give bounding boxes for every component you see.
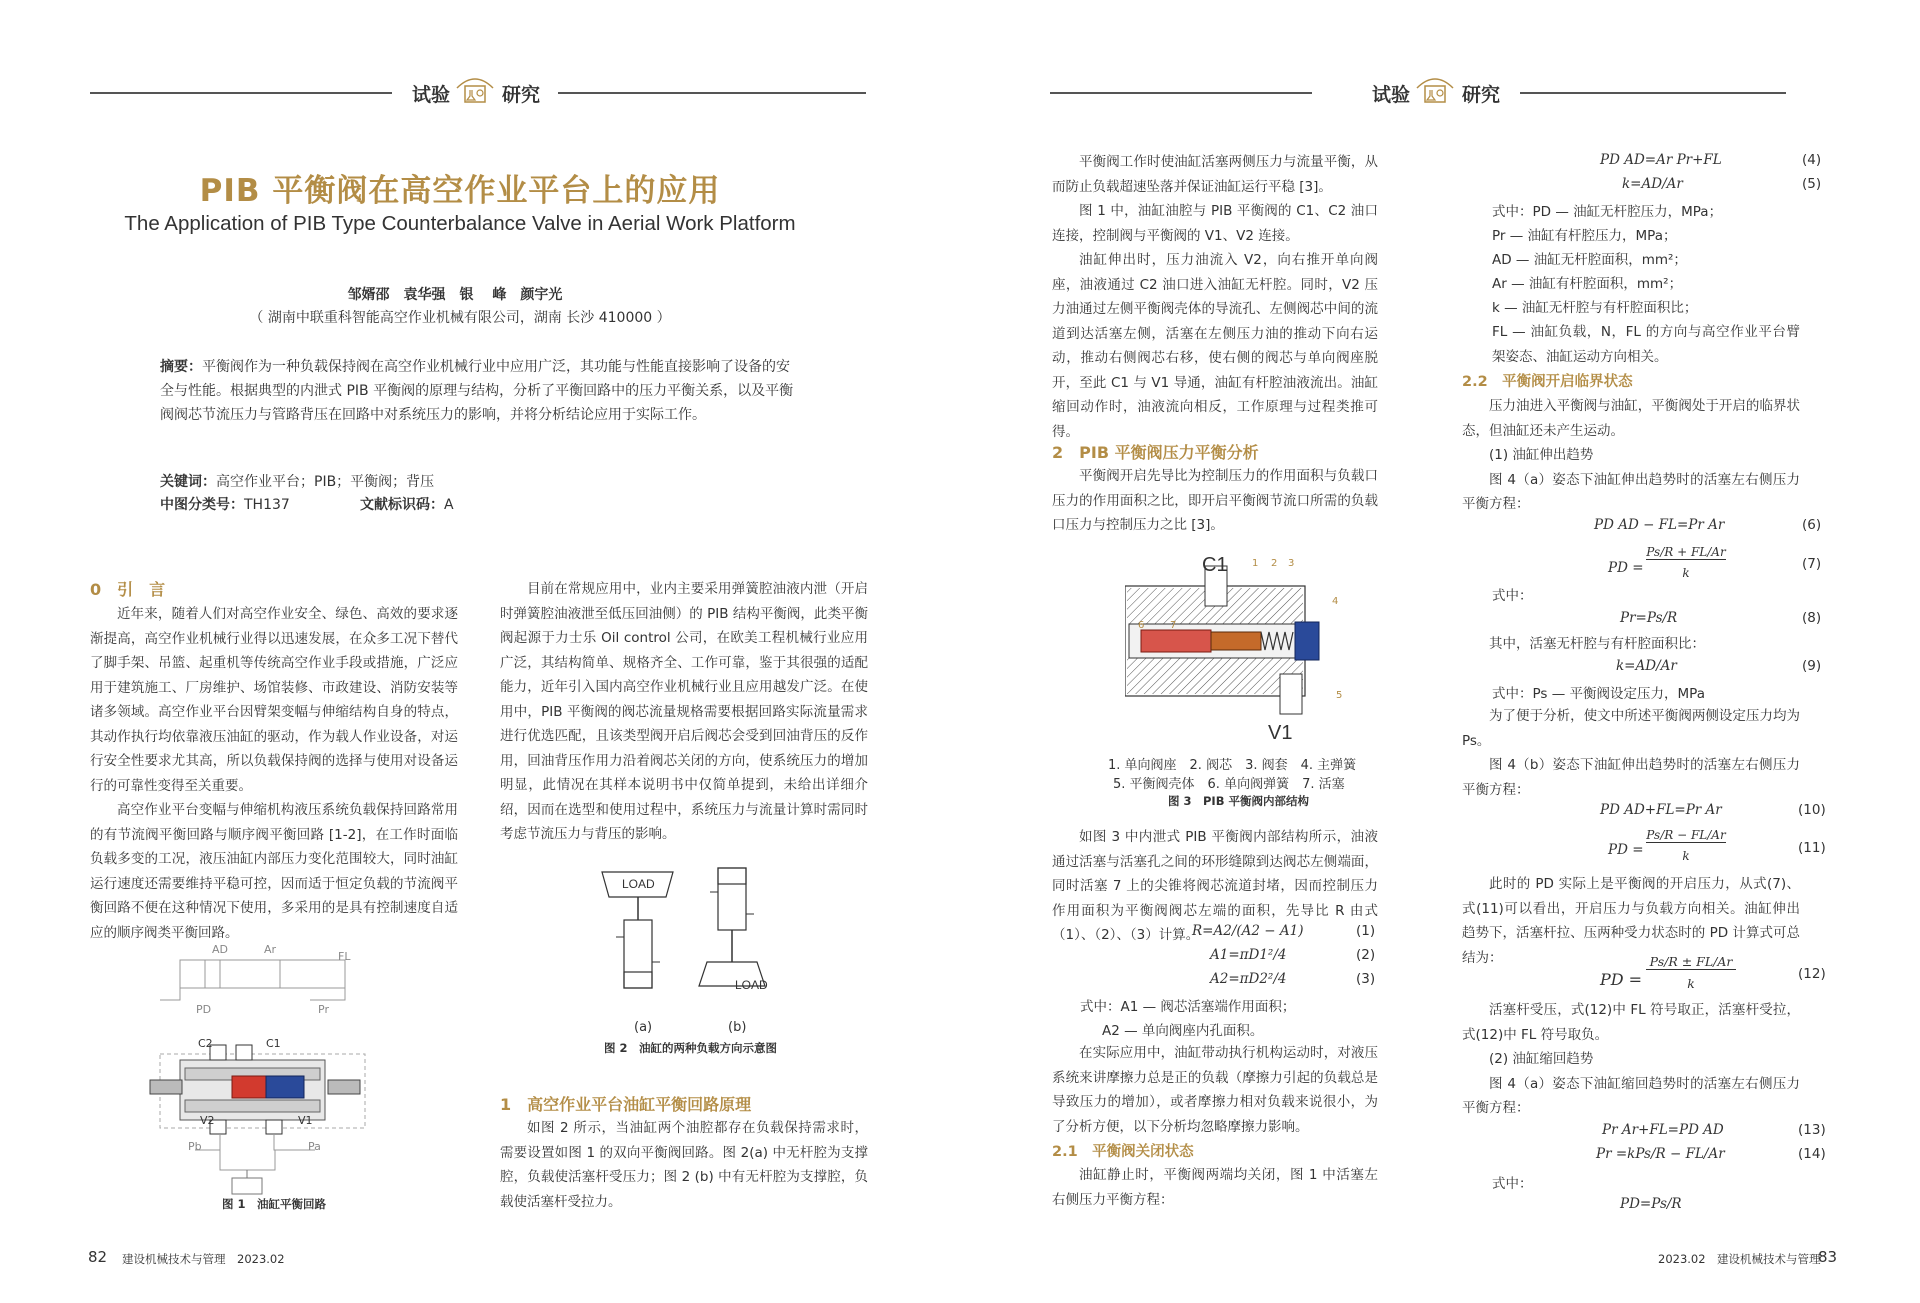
paragraph: 高空作业平台变幅与伸缩机构液压系统负载保持回路常用的有节流阀平衡回路与顺序阀平衡回路 [1-2]，在工作时面临负载多变的工况，液压油缸内部压力变化范围较大，同时油缸运行速度还需要维持平稳可控，因而适于恒定负载的节流阀平衡回路不便在这种情况下使用，多采用的是具有控制速度自适应的顺序阀类平衡回路。 [90,802,458,941]
page-number-left: 82 [88,1248,108,1266]
equation-12-lhs: PD = [1600,970,1643,989]
column-2-body [500,577,868,847]
paragraph: 平衡阀开启先导比为控制压力的作用面积与负载口压力的作用面积之比，即开启平衡阀节流口所需的负载口压力与控制压力之比 [3]。 [1052,468,1378,533]
equation-9-number: (9) [1802,658,1822,674]
fig1-label-pb: Pb [188,1140,202,1153]
fig3-label-v1: V1 [1268,722,1293,744]
equation-11-numerator: Ps/R − FL/Ar [1646,828,1726,842]
fig3-label-c1: C1 [1202,554,1228,576]
abstract-label: 摘要： [160,359,202,375]
doc-label: 文献标识码： [360,497,444,513]
section-2-1-heading: 2.1 平衡阀关闭状态 [1052,1144,1194,1160]
keywords [160,471,434,491]
equation-5-number: (5) [1802,176,1822,192]
figure-3-legend-2: 5. 平衡阀壳体 6. 单向阀弹簧 7. 活塞 [1113,777,1345,792]
fig1-label-fl: FL [338,950,351,963]
equation-7-denominator: k [1682,566,1690,580]
paragraph: FL — 油缸负载，N，FL 的方向与高空作业平台臂架姿态、油缸运动方向相关。 [1492,324,1800,365]
paragraph: 图 4（b）姿态下油缸伸出趋势时的活塞左右侧压力平衡方程： [1462,757,1800,798]
equation-11-lhs: PD = [1608,842,1644,858]
paragraph: (2) 油缸缩回趋势 [1489,1051,1594,1067]
header-rule-right [558,92,866,94]
section-2-1-body [1052,1163,1378,1212]
fig3-callout: 1 [1252,558,1259,569]
equation-13-number: (13) [1798,1122,1826,1138]
section-2-2-body-4 [1462,872,1800,970]
paragraph: 在实际应用中，油缸带动执行机构运动时，对液压系统来讲摩擦力总是正的负载（摩擦力引起的负载总是导致压力的增加），或者摩擦力相对负载来说很小，为了分析方便，以下分析均忽略摩擦力影响。 [1052,1045,1378,1135]
equation-9: k=AD/Ar [1616,658,1677,674]
paragraph: 如图 3 中内泄式 PIB 平衡阀内部结构所示，油液通过活塞与活塞孔之间的环形缝隙到达阀芯左侧端面，同时活塞 7 上的尖锥将阀芯流道封堵，因而控制压力作用面积为平衡阀阀芯左端的面积，先导比 R 由式（1）、（2）、（3）计算。 [1052,829,1378,943]
fig1-label-pa: Pa [308,1140,321,1153]
where-14: 式中： [1492,1176,1533,1192]
figure-3-caption: 图 3 PIB 平衡阀内部结构 [1168,794,1309,808]
equation-12-denominator: k [1687,976,1695,991]
section-1-heading: 1 高空作业平台油缸平衡回路原理 [500,1095,752,1114]
equation-8-number: (8) [1802,610,1822,626]
fig3-callout: 6 [1138,620,1145,631]
right-page [960,0,1920,1303]
where-a1: 式中：A1 — 阀芯活塞端作用面积； [1080,999,1296,1015]
section-0-heading: 0 引 言 [90,580,166,599]
fig3-callout: 2 [1271,558,1278,569]
figure-3-legend-1: 1. 单向阀座 2. 阀芯 3. 阀套 4. 主弹簧 [1108,758,1357,773]
doc-value: A [444,497,454,513]
clc-number [160,494,290,514]
lab-icon [455,72,495,106]
footer-journal-left: 建设机械技术与管理 2023.02 [122,1252,285,1266]
paragraph: 油缸静止时，平衡阀两端均关闭，图 1 中活塞左右侧压力平衡方程： [1052,1167,1378,1208]
figure-1-circuit [140,940,380,1205]
fig1-label-pd: PD [196,1003,212,1016]
paragraph: 平衡阀工作时使油缸活塞两侧压力与流量平衡，从而防止负载超速坠落并保证油缸运行平稳 [3]。 [1052,154,1378,195]
page-number-right: 83 [1818,1248,1838,1266]
equation-3: A2=πD2²/4 [1210,971,1287,987]
fig3-callout: 5 [1336,690,1343,701]
fig3-callout: 7 [1170,620,1177,631]
equation-14-number: (14) [1798,1146,1826,1162]
equation-7-lhs: PD = [1608,560,1644,576]
header-rule-right [1520,92,1786,94]
abstract [160,355,800,427]
equation-12-numerator: Ps/R ± FL/Ar [1646,954,1736,970]
authors: 邹婿邵 袁华强 银 峰 颜宇光 [347,287,563,303]
paragraph: 如图 2 所示，当油缸两个油腔都存在负载保持需求时，需要设置如图 1 的双向平衡阀回路。图 2(a) 中无杆腔为支撑腔，负载使活塞杆受压力；图 2 (b) 中有无杆腔为支撑腔，负载使活塞杆受拉力。 [500,1120,868,1210]
clc-label: 中图分类号： [160,497,244,513]
section-2-heading: 2 PIB 平衡阀压力平衡分析 [1052,443,1259,462]
section-1-body [500,1116,868,1214]
where-7: 式中： [1492,588,1533,604]
section-2-2-body-2 [1462,632,1800,657]
fig2-load-b: LOAD [735,978,768,992]
header-label-left: 试验 [1372,84,1411,106]
equation-1: R=A2/(A2 − A1) [1192,923,1304,939]
paragraph: 目前在常规应用中，业内主要采用弹簧腔油液内泄（开启时弹簧腔油液泄至低压回油侧）的 PIB 结构平衡阀，此类平衡阀起源于力士乐 Oil control 公司，在欧美工程机械行业应用广泛，其结构简单、规格齐全、工作可靠，鉴于其很强的适配能力，近年引入国内高空作业机械行业且应用越发广泛。在使用中，PIB 平衡阀的阀芯流量规格需要根据回路实际流量需求进行优选匹配，且该类型阀开启后阀芯会受到回油背压的反作用，回油背压作用力沿着阀芯关闭的方向，使系统压力的增加明显，此情况在其样本说明书中仅简单提到，未给出详细介绍，因而在选型和使用过程中，系统压力与流量计算时需同时考虑节流压力与背压的影响。 [500,581,868,842]
paragraph: 其中，活塞无杆腔与有杆腔面积比： [1489,636,1705,652]
equation-2-number: (2) [1356,947,1376,963]
abstract-text: 平衡阀作为一种负载保持阀在高空作业机械行业中应用广泛，其功能与性能直接影响了设备的安全与性能。根据典型的内泄式 PIB 平衡阀的原理与结构，分析了平衡回路中的压力平衡关系，以及平衡阀阀芯节流压力与管路背压在回路中对系统压力的影响，并将分析结论应用于实际工作。 [160,359,794,423]
fig1-label-v2: V2 [200,1114,215,1127]
equation-1-number: (1) [1356,923,1376,939]
paragraph: 油缸伸出时，压力油流入 V2，向右推开单向阀座，油液通过 C2 油口进入油缸无杆腔。同时，V2 压力油通过左侧平衡阀壳体的导流孔、左侧阀芯中间的流道到达活塞左侧，活塞在左侧压力油的推动下向右运动，推动右侧阀芯右移，使右侧的阀芯与单向阀座脱开，至此 C1 与 V1 导通，油缸有杆腔油液流出。油缸缩回动作时，油液流向相反，工作原理与过程类推可得。 [1052,252,1378,440]
clc-value: TH137 [244,497,290,513]
equation-13: Pr Ar+FL=PD AD [1602,1122,1724,1138]
section-0-body [90,602,458,945]
paper-title-zh: PIB 平衡阀在高空作业平台上的应用 [199,173,721,209]
keywords-text: 高空作业平台；PIB；平衡阀；背压 [216,474,435,490]
section-2-2-body-3 [1462,704,1800,802]
paragraph: 图 4（a）姿态下油缸伸出趋势时的活塞左右侧压力平衡方程： [1462,471,1800,512]
fig1-label-ad: AD [212,943,228,956]
paragraph: 压力油进入平衡阀与油缸，平衡阀处于开启的临界状态，但油缸还未产生运动。 [1462,398,1800,439]
figure-1-caption: 图 1 油缸平衡回路 [222,1197,327,1211]
equation-7-number: (7) [1802,556,1822,572]
paragraph: 图 4（a）姿态下油缸缩回趋势时的活塞左右侧压力平衡方程： [1462,1075,1800,1116]
where-ar: Ar — 油缸有杆腔面积，mm²； [1492,276,1683,292]
where-pd: 式中：PD — 油缸无杆腔压力，MPa； [1492,204,1723,220]
equation-12-number: (12) [1798,966,1826,982]
section-2-2-body-5 [1462,998,1800,1121]
paragraph: (1) 油缸伸出趋势 [1489,447,1594,463]
where-pr: Pr — 油缸有杆腔压力，MPa； [1492,228,1677,244]
equation-11-number: (11) [1798,840,1826,856]
footer-journal-right: 2023.02 建设机械技术与管理 [1658,1252,1821,1266]
equation-8: Pr=Ps/R [1620,610,1678,626]
paper-title-en: The Application of PIB Type Counterbalance Valve in Aerial Work Platform [124,212,796,235]
fig1-label-c2: C2 [198,1037,213,1050]
header-label-right: 研究 [1462,84,1501,106]
equation-6-number: (6) [1802,517,1822,533]
paragraph: 图 1 中，油缸油腔与 PIB 平衡阀的 C1、C2 油口连接，控制阀与平衡阀的 V1、V2 连接。 [1052,203,1378,244]
doc-code [360,494,454,514]
fig1-label-c1: C1 [266,1037,281,1050]
equation-6: PD AD − FL=Pr Ar [1594,517,1725,533]
header-rule-left [1050,92,1312,94]
header-label-right: 研究 [502,84,541,106]
where-a2: A2 — 单向阀座内孔面积。 [1102,1023,1264,1039]
fig3-callout: 4 [1332,596,1339,607]
section-2-2-body [1462,394,1800,517]
column-3-intro [1052,150,1378,444]
equation-4: PD AD=Ar Pr+FL [1600,152,1722,168]
paragraph: 近年来，随着人们对高空作业安全、绿色、高效的要求逐渐提高，高空作业机械行业得以迅速发展，在众多工况下替代了脚手架、吊篮、起重机等传统高空作业手段或措施，广泛应用于建筑施工、厂房维护、场馆装修、市政建设、消防安装等诸多领域。高空作业平台因臂架变幅与伸缩结构自身的特点，其动作执行均依靠液压油缸的驱动，作为载人作业设备，对运行安全性要求尤其高，所以负载保持阀的选择与使用对设备运行的可靠性变得至关重要。 [90,606,458,794]
where-k: k — 油缸无杆腔与有杆腔面积比； [1492,300,1698,316]
affiliation: （ 湖南中联重科智能高空作业机械有限公司，湖南 长沙 410000 ） [249,310,671,326]
paragraph: 为了便于分析，使文中所述平衡阀两侧设定压力均为 Ps。 [1462,708,1800,749]
where-fl [1492,320,1800,369]
where-ps: 式中：Ps — 平衡阀设定压力，MPa [1492,686,1705,702]
equation-7-numerator: Ps/R + FL/Ar [1646,545,1726,559]
equation-4-number: (4) [1802,152,1822,168]
friction-note [1052,1041,1378,1139]
section-2-2-heading: 2.2 平衡阀开启临界状态 [1462,374,1633,390]
equation-2: A1=πD1²/4 [1210,947,1287,963]
fig1-label-v1: V1 [298,1114,313,1127]
fig3-callout: 3 [1288,558,1295,569]
header-label-left: 试验 [412,84,451,106]
section-2-body [1052,464,1378,538]
equation-15: PD=Ps/R [1620,1196,1682,1212]
lab-icon [1415,72,1455,106]
equation-14: Pr =kPs/R − FL/Ar [1596,1146,1725,1162]
equation-10: PD AD+FL=Pr Ar [1600,802,1722,818]
header-rule-left [90,92,392,94]
where-ad: AD — 油缸无杆腔面积，mm²； [1492,252,1687,268]
paragraph: 活塞杆受压，式(12)中 FL 符号取正，活塞杆受拉，式(12)中 FL 符号取负。 [1462,1002,1800,1043]
fig2-label-a: (a) [634,1020,653,1035]
equation-11-denominator: k [1682,849,1690,863]
equation-10-number: (10) [1798,802,1826,818]
fig2-load-a: LOAD [622,877,655,891]
figure-3-valve-structure [1125,560,1325,730]
figure-2-caption: 图 2 油缸的两种负载方向示意图 [604,1041,778,1055]
fig2-label-b: (b) [728,1020,747,1035]
fig1-label-pr: Pr [318,1003,329,1016]
equation-3-number: (3) [1356,971,1376,987]
paragraph: 此时的 PD 实际上是平衡阀的开启压力，从式(7)、式(11)可以看出，开启压力与负载方向相关。油缸伸出趋势下，活塞杆拉、压两种受力状态时的 PD 计算式可总结为： [1462,876,1800,966]
fig1-label-ar: Ar [264,943,277,956]
equation-5: k=AD/Ar [1622,176,1683,192]
keywords-label: 关键词： [160,474,216,490]
